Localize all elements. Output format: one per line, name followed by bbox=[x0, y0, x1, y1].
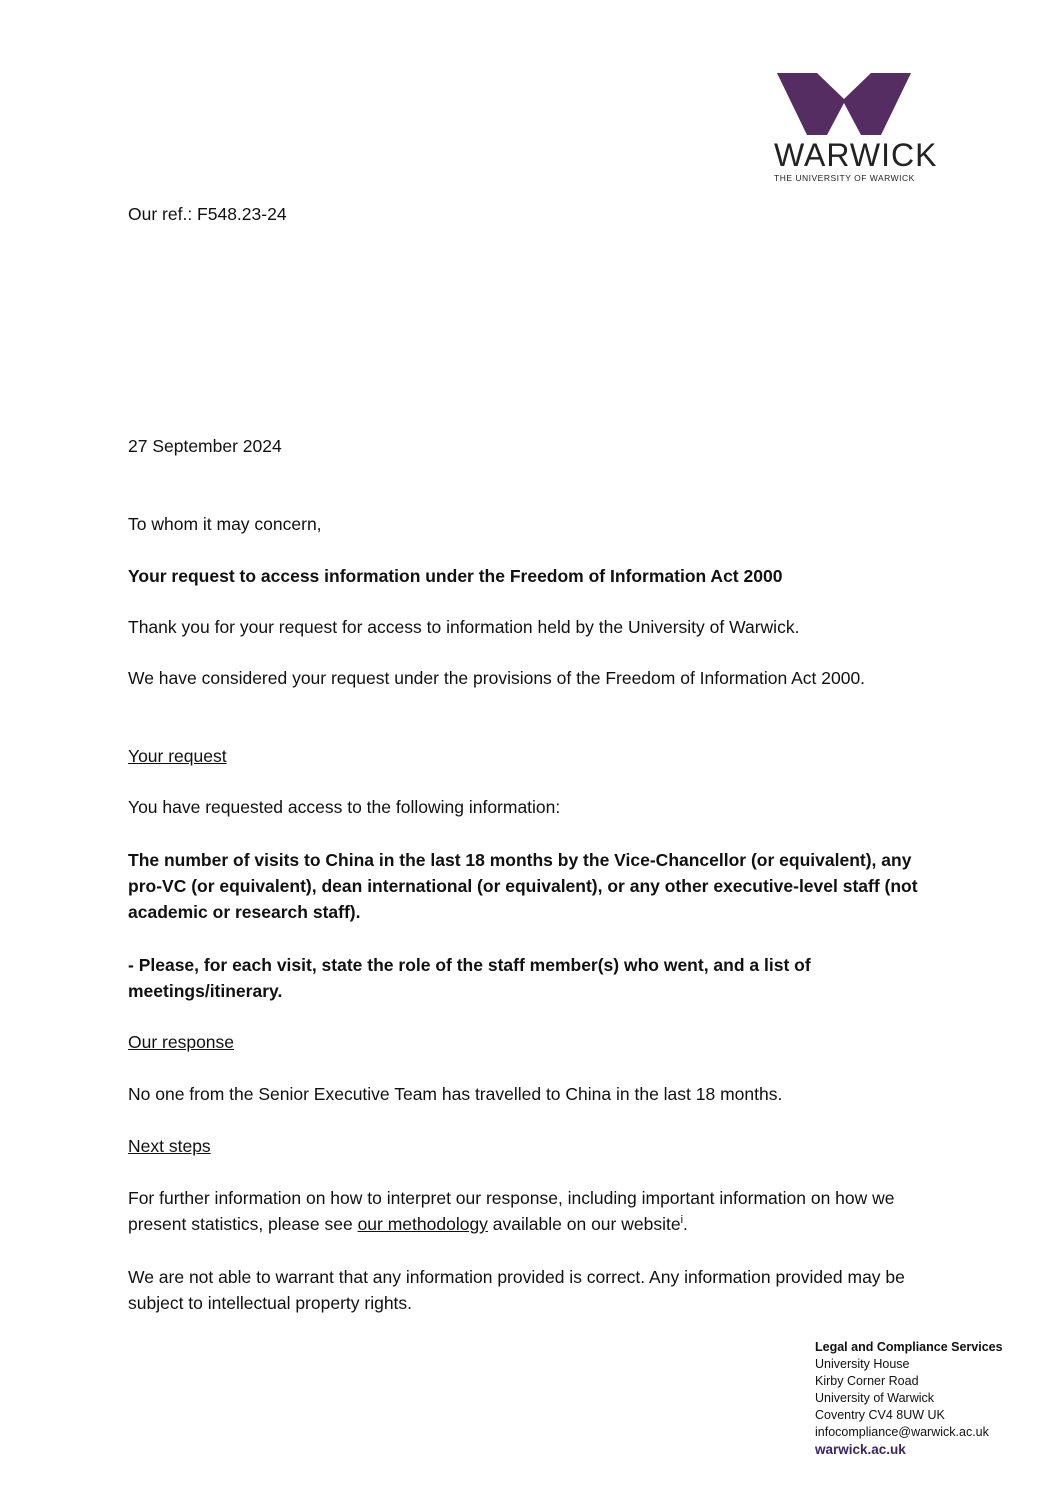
footer-line: Coventry CV4 8UW UK bbox=[815, 1408, 945, 1422]
reference: Our ref.: F548.23-24 bbox=[128, 204, 287, 224]
considered-paragraph: We have considered your request under the provisions of the Freedom of Information Act 2000. bbox=[128, 668, 866, 688]
next-steps-text-end: available on our website bbox=[487, 1214, 681, 1234]
next-steps-period: . bbox=[683, 1214, 688, 1234]
request-detail: - Please, for each visit, state the role of the staff member(s) who went, and a list of meetings/itinerary. bbox=[128, 955, 811, 1001]
footer-line: Kirby Corner Road bbox=[815, 1374, 919, 1388]
request-intro: You have requested access to the following information: bbox=[128, 797, 561, 817]
subject-line: Your request to access information under the Freedom of Information Act 2000 bbox=[128, 566, 783, 586]
warwick-logo bbox=[774, 73, 938, 183]
warwick-w-mark-icon bbox=[777, 73, 911, 135]
next-steps-paragraph bbox=[128, 1185, 928, 1237]
logo-wordmark: WARWICK bbox=[774, 137, 938, 173]
thanks-paragraph: Thank you for your request for access to information held by the University of Warwick. bbox=[128, 617, 800, 637]
request-text: The number of visits to China in the last 18 months by the Vice-Chancellor (or equivalent), any pro-VC (or equivalent), dean international (or equivalent), or any other executive-level staff (not academic or research staff). bbox=[128, 850, 918, 922]
footer-website[interactable]: warwick.ac.uk bbox=[815, 1442, 906, 1457]
footer-address bbox=[815, 1339, 1003, 1458]
next-steps-text: For further information on how to interpret our response, including important information on how we present statistics, please see bbox=[128, 1188, 895, 1234]
footnote-marker: i bbox=[680, 1214, 684, 1227]
warrant-paragraph: We are not able to warrant that any information provided is correct. Any information provided may be subject to intellectual property rights. bbox=[128, 1267, 905, 1313]
footer-line: University of Warwick bbox=[815, 1391, 934, 1405]
salutation: To whom it may concern, bbox=[128, 514, 322, 534]
footer-email[interactable]: infocompliance@warwick.ac.uk bbox=[815, 1425, 989, 1439]
letter-date: 27 September 2024 bbox=[128, 436, 282, 456]
next-steps-heading: Next steps bbox=[128, 1136, 211, 1156]
response-heading: Our response bbox=[128, 1032, 235, 1052]
request-heading: Your request bbox=[128, 746, 227, 766]
footer-heading: Legal and Compliance Services bbox=[815, 1340, 1003, 1354]
response-text: No one from the Senior Executive Team has travelled to China in the last 18 months. bbox=[128, 1084, 783, 1104]
footer-line: University House bbox=[815, 1357, 910, 1371]
methodology-link[interactable]: our methodology bbox=[357, 1214, 488, 1234]
logo-subline: THE UNIVERSITY OF WARWICK bbox=[774, 173, 915, 183]
